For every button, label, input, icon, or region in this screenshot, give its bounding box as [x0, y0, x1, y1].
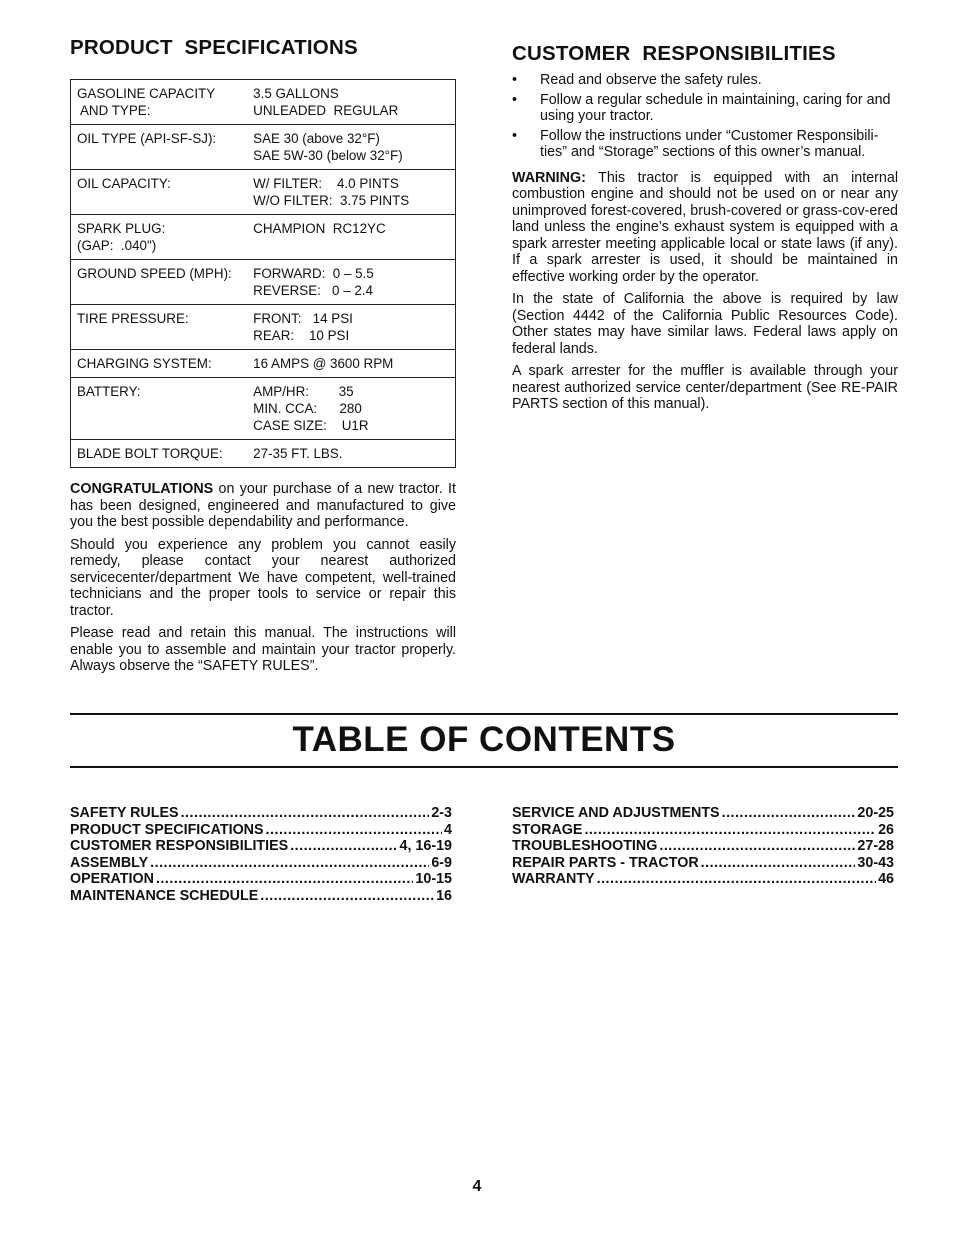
dot-leader: [290, 838, 397, 855]
toc-entry-page: 30-43: [857, 854, 894, 871]
list-item: [512, 128, 898, 161]
spec-value: 27-35 FT. LBS.: [253, 446, 343, 461]
spec-value: SAE 30 (above 32°F) SAE 5W-30 (below 32°F): [253, 125, 455, 170]
list-item-text: Follow a regular schedule in maintaining, caring for and using your tractor.: [540, 91, 891, 124]
toc-entry-label: CUSTOMER RESPONSIBILITIES: [70, 838, 289, 854]
retain-manual-paragraph: Please read and retain this manual. The instructions will enable you to assemble and maintain your tractor properly. Always observe the “SAFETY RULES”.: [70, 625, 456, 674]
spec-row: [71, 260, 456, 305]
toc-entry[interactable]: [70, 871, 452, 888]
spec-row: [71, 378, 456, 440]
spec-value: AMP/HR: 35 MIN. CCA: 280 CASE SIZE: U1R: [253, 378, 455, 440]
toc-entry-label: SAFETY RULES: [70, 805, 179, 821]
spec-value: CHAMPION RC12YC: [253, 215, 455, 260]
toc-entry-page: 4, 16-19: [399, 838, 452, 854]
toc-entry[interactable]: [70, 822, 452, 839]
toc-entry-label: REPAIR PARTS - TRACTOR: [512, 854, 699, 871]
dot-leader: [584, 822, 876, 839]
spec-label: OIL TYPE (API-SF-SJ):: [71, 125, 254, 170]
toc-entry-label: SERVICE AND ADJUSTMENTS: [512, 805, 720, 821]
toc-entry-page: 46: [878, 871, 894, 887]
toc-entry[interactable]: [512, 838, 894, 855]
warning-paragraph: [512, 170, 898, 286]
toc-entry-page: 10-15: [415, 871, 452, 887]
toc-entry-label: STORAGE: [512, 821, 583, 838]
toc-top-rule: [70, 713, 898, 715]
warning-text: This tractor is equipped with an internal combustion engine and should not be used on or near any unimproved forest-covered, brush-covered or grass-cov-ered land unless the engine’s exhaust system is equipped with a spark arrester meeting applicable local or state laws (if any). If a spark arrester is used, it should be maintained in effective working order by the operator.: [512, 169, 898, 285]
product-specifications-heading: PRODUCT SPECIFICATIONS: [70, 36, 358, 59]
toc-entry-page: 6-9: [431, 854, 452, 871]
toc-entry-page: 27-28: [857, 838, 894, 854]
dot-leader: [156, 871, 413, 888]
spec-label: BLADE BOLT TORQUE:: [77, 446, 223, 461]
spec-value: 16 AMPS @ 3600 RPM: [253, 350, 455, 378]
spec-label: CHARGING SYSTEM:: [71, 350, 254, 378]
toc-entry-label: PRODUCT SPECIFICATIONS: [70, 821, 264, 838]
list-item: [512, 92, 898, 125]
toc-right-column: [512, 805, 894, 888]
toc-entry-label: ASSEMBLY: [70, 854, 149, 871]
toc-entry[interactable]: [512, 855, 894, 872]
spec-value: W/ FILTER: 4.0 PINTS W/O FILTER: 3.75 PINTS: [253, 170, 455, 215]
toc-entry-page: 26: [878, 821, 894, 838]
list-item: [512, 72, 898, 89]
bullet-icon: •: [512, 91, 518, 108]
toc-entry-page: 16: [436, 887, 452, 904]
bullet-icon: •: [512, 127, 518, 144]
spec-label: GROUND SPEED (MPH):: [71, 260, 254, 305]
toc-entry-label: MAINTENANCE SCHEDULE: [70, 887, 259, 904]
spec-row: [71, 440, 456, 468]
toc-entry-page: 2-3: [431, 805, 452, 821]
congratulations-label: CONGRATULATIONS: [70, 481, 214, 497]
dot-leader: [701, 855, 856, 872]
dot-leader: [150, 855, 429, 872]
dot-leader: [597, 871, 876, 888]
toc-entry-page: 20-25: [857, 805, 894, 821]
toc-entry-page: 4: [444, 821, 452, 838]
spec-row: [71, 350, 456, 378]
toc-entry-label: OPERATION: [70, 871, 154, 887]
spec-value: 3.5 GALLONS UNLEADED REGULAR: [253, 80, 455, 125]
spec-row: [71, 215, 456, 260]
spec-label: GASOLINE CAPACITY AND TYPE:: [71, 80, 254, 125]
spec-label: OIL CAPACITY:: [71, 170, 254, 215]
toc-left-column: [70, 805, 452, 904]
specifications-table: [70, 79, 456, 468]
list-item-text: Follow the instructions under “Customer Responsibili-ties” and “Storage” sections of this owner’s manual.: [540, 127, 879, 160]
congratulations-paragraph: [70, 481, 456, 531]
california-paragraph: In the state of California the above is required by law (Section 4442 of the California Public Resources Code). Other states may have similar laws. Federal laws apply on federal lands.: [512, 291, 898, 357]
spec-value: FORWARD: 0 – 5.5 REVERSE: 0 – 2.4: [253, 260, 455, 305]
bullet-icon: •: [512, 72, 518, 88]
responsibilities-list: [512, 72, 898, 161]
warning-label: WARNING:: [512, 169, 586, 186]
spec-label: TIRE PRESSURE:: [71, 305, 254, 350]
toc-entry[interactable]: [512, 822, 894, 839]
dot-leader: [260, 888, 434, 905]
left-column: [70, 36, 456, 681]
spec-label: BATTERY:: [71, 378, 254, 440]
dot-leader: [181, 805, 430, 822]
right-column: [512, 42, 898, 419]
toc-entry[interactable]: [512, 871, 894, 888]
congratulations-text: on your purchase of a new tractor. It has been designed, engineered and manufactured to give you the best possible dependability and performance.: [70, 481, 456, 530]
toc-entry[interactable]: [70, 838, 452, 855]
toc-entry[interactable]: [70, 888, 452, 905]
spec-row: [71, 125, 456, 170]
table-of-contents-title: TABLE OF CONTENTS: [292, 720, 676, 759]
spec-value: FRONT: 14 PSI REAR: 10 PSI: [253, 305, 455, 350]
toc-entry[interactable]: [70, 805, 452, 822]
toc-entry-label: TROUBLESHOOTING: [512, 838, 658, 854]
spec-row: [71, 305, 456, 350]
customer-responsibilities-heading: CUSTOMER RESPONSIBILITIES: [512, 42, 836, 65]
toc-entry[interactable]: [512, 805, 894, 822]
list-item-text: Read and observe the safety rules.: [540, 72, 762, 88]
dot-leader: [722, 805, 856, 822]
spec-row: [71, 170, 456, 215]
page-number: 4: [472, 1178, 482, 1195]
support-paragraph: Should you experience any problem you cannot easily remedy, please contact your nearest authorized servicecenter/department We have competent, well-trained technicians and the proper tools to service or repair this tractor.: [70, 536, 456, 619]
toc-bottom-rule: [70, 766, 898, 768]
dot-leader: [266, 822, 443, 839]
toc-entry[interactable]: [70, 855, 452, 872]
spec-row: [71, 80, 456, 125]
toc-entry-label: WARRANTY: [512, 871, 595, 887]
dot-leader: [659, 838, 855, 855]
spec-label: SPARK PLUG: (GAP: .040"): [71, 215, 254, 260]
spark-arrester-paragraph: A spark arrester for the muffler is available through your nearest authorized service center/department (See RE-PAIR PARTS section of this manual).: [512, 363, 898, 412]
